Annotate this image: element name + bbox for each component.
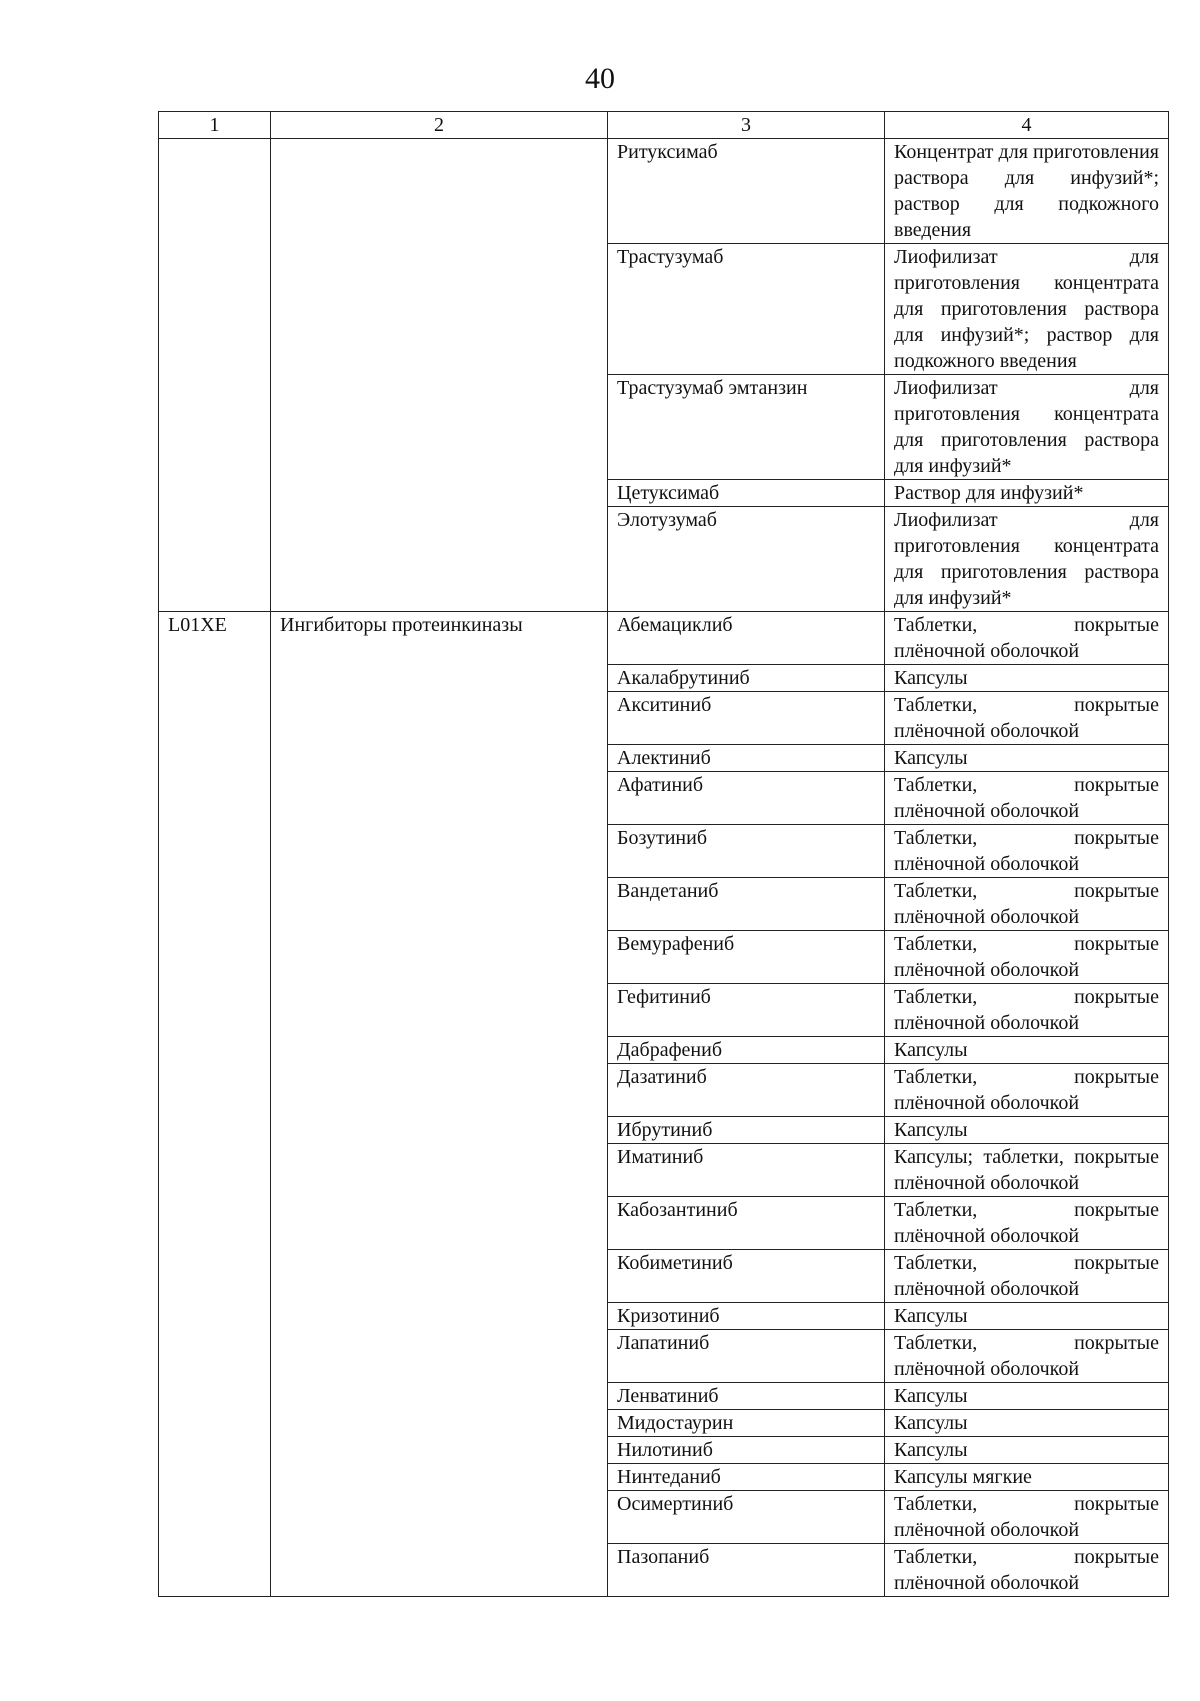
dosage-form-cell: Лиофилизат для приготовления концентрата для приготовления раствора для инфузий* xyxy=(885,507,1169,612)
drug-name-cell: Кризотиниб xyxy=(608,1303,885,1330)
dosage-form-cell: Таблетки, покрытые плёночной оболочкой xyxy=(885,1330,1169,1383)
group-cell-empty xyxy=(271,139,608,612)
dosage-form-cell: Таблетки, покрытые плёночной оболочкой xyxy=(885,772,1169,825)
dosage-form-cell: Капсулы мягкие xyxy=(885,1464,1169,1491)
drug-name-cell: Акалабрутиниб xyxy=(608,665,885,692)
dosage-form-cell: Таблетки, покрытые плёночной оболочкой xyxy=(885,1197,1169,1250)
column-number-3: 3 xyxy=(608,112,885,139)
dosage-form-cell: Капсулы xyxy=(885,1037,1169,1064)
drug-name-cell: Акситиниб xyxy=(608,692,885,745)
dosage-form-cell: Лиофилизат для приготовления концентрата для приготовления раствора для инфузий* xyxy=(885,375,1169,480)
drug-name-cell: Алектиниб xyxy=(608,745,885,772)
dosage-form-cell: Капсулы xyxy=(885,1303,1169,1330)
drug-name-cell: Элотузумаб xyxy=(608,507,885,612)
drug-name-cell: Афатиниб xyxy=(608,772,885,825)
dosage-form-cell: Таблетки, покрытые плёночной оболочкой xyxy=(885,878,1169,931)
code-cell-empty xyxy=(159,139,271,612)
drug-name-cell: Иматиниб xyxy=(608,1144,885,1197)
drug-name-cell: Кобиметиниб xyxy=(608,1250,885,1303)
drug-name-cell: Ленватиниб xyxy=(608,1383,885,1410)
drug-name-cell: Вемурафениб xyxy=(608,931,885,984)
dosage-form-cell: Капсулы xyxy=(885,665,1169,692)
column-number-row xyxy=(159,112,1169,139)
group-name-cell: Ингибиторы протеинкиназы xyxy=(271,612,608,1597)
dosage-form-cell: Таблетки, покрытые плёночной оболочкой xyxy=(885,1250,1169,1303)
drug-name-cell: Пазопаниб xyxy=(608,1544,885,1597)
drug-name-cell: Ибрутиниб xyxy=(608,1117,885,1144)
drug-name-cell: Мидостаурин xyxy=(608,1410,885,1437)
drug-name-cell: Гефитиниб xyxy=(608,984,885,1037)
dosage-form-cell: Таблетки, покрытые плёночной оболочкой xyxy=(885,1064,1169,1117)
dosage-form-cell: Капсулы xyxy=(885,1383,1169,1410)
column-number-4: 4 xyxy=(885,112,1169,139)
dosage-form-cell: Лиофилизат для приготовления концентрата для приготовления раствора для инфузий*; раствор для подкожного введения xyxy=(885,244,1169,375)
column-number-2: 2 xyxy=(271,112,608,139)
dosage-form-cell: Капсулы xyxy=(885,1410,1169,1437)
drug-name-cell: Лапатиниб xyxy=(608,1330,885,1383)
dosage-form-cell: Таблетки, покрытые плёночной оболочкой xyxy=(885,692,1169,745)
drug-name-cell: Вандетаниб xyxy=(608,878,885,931)
table-row xyxy=(159,139,1169,244)
drug-name-cell: Бозутиниб xyxy=(608,825,885,878)
atc-code-cell: L01XE xyxy=(159,612,271,1597)
drug-name-cell: Цетуксимаб xyxy=(608,480,885,507)
dosage-form-cell: Концентрат для приготовления раствора для инфузий*; раствор для подкожного введения xyxy=(885,139,1169,244)
dosage-form-cell: Таблетки, покрытые плёночной оболочкой xyxy=(885,1544,1169,1597)
drug-name-cell: Нилотиниб xyxy=(608,1437,885,1464)
drug-name-cell: Ритуксимаб xyxy=(608,139,885,244)
drug-name-cell: Осимертиниб xyxy=(608,1491,885,1544)
drug-table xyxy=(158,111,1169,1597)
drug-name-cell: Трастузумаб xyxy=(608,244,885,375)
dosage-form-cell: Раствор для инфузий* xyxy=(885,480,1169,507)
column-number-1: 1 xyxy=(159,112,271,139)
dosage-form-cell: Капсулы xyxy=(885,1117,1169,1144)
dosage-form-cell: Капсулы; таблетки, покрытые плёночной оболочкой xyxy=(885,1144,1169,1197)
dosage-form-cell: Капсулы xyxy=(885,1437,1169,1464)
dosage-form-cell: Таблетки, покрытые плёночной оболочкой xyxy=(885,931,1169,984)
dosage-form-cell: Таблетки, покрытые плёночной оболочкой xyxy=(885,612,1169,665)
dosage-form-cell: Капсулы xyxy=(885,745,1169,772)
dosage-form-cell: Таблетки, покрытые плёночной оболочкой xyxy=(885,825,1169,878)
dosage-form-cell: Таблетки, покрытые плёночной оболочкой xyxy=(885,1491,1169,1544)
drug-name-cell: Кабозантиниб xyxy=(608,1197,885,1250)
page-number: 40 xyxy=(585,62,615,95)
drug-name-cell: Дазатиниб xyxy=(608,1064,885,1117)
drug-name-cell: Дабрафениб xyxy=(608,1037,885,1064)
drug-name-cell: Абемациклиб xyxy=(608,612,885,665)
drug-name-cell: Трастузумаб эмтанзин xyxy=(608,375,885,480)
drug-name-cell: Нинтеданиб xyxy=(608,1464,885,1491)
table-row xyxy=(159,612,1169,665)
dosage-form-cell: Таблетки, покрытые плёночной оболочкой xyxy=(885,984,1169,1037)
